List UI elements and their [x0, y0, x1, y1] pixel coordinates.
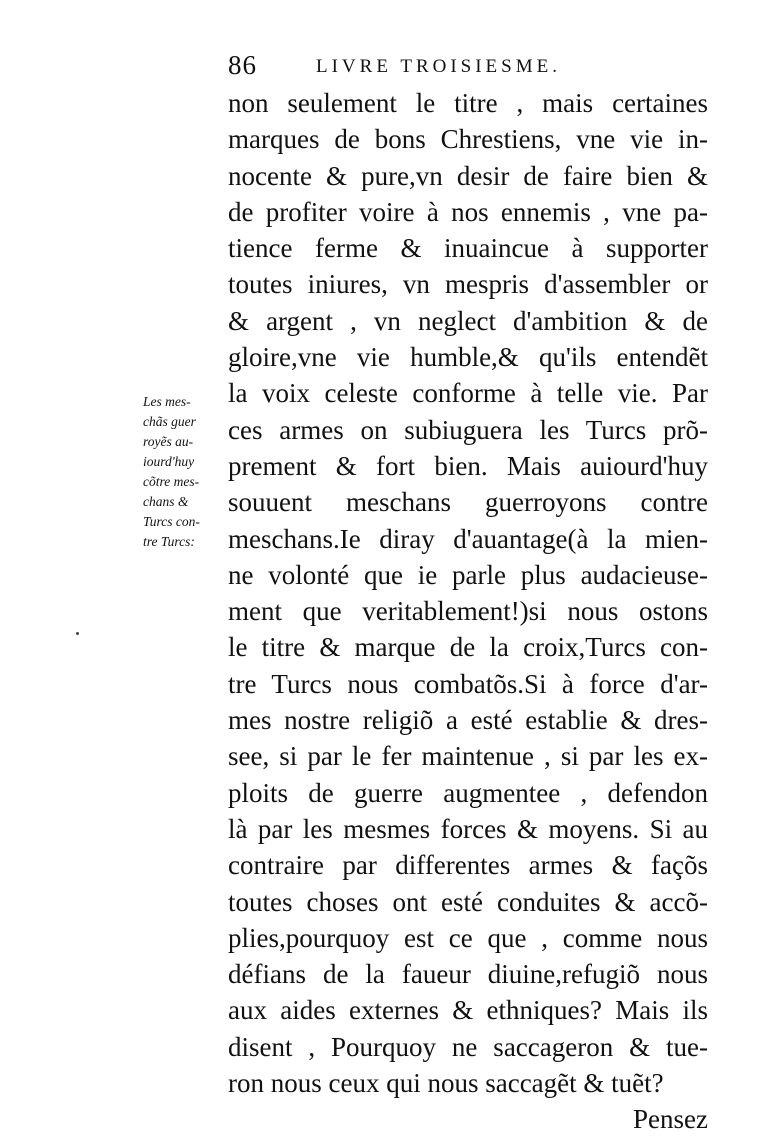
ink-speck — [76, 632, 79, 635]
marginal-note-line: chãs guer — [143, 414, 196, 429]
text-line: meschans.Ie diray d'auantage(à la mien- — [228, 523, 708, 554]
catchword: Pensez — [633, 1104, 708, 1135]
text-line: défians de la faueur diuine,refugiõ nous — [228, 959, 708, 990]
marginal-note-line: Les mes- — [143, 394, 191, 409]
text-line: mes nostre religiõ a esté establie & dres- — [228, 705, 708, 736]
marginal-note — [143, 392, 223, 552]
text-line: là par les mesmes forces & moyens. Si au — [228, 813, 708, 844]
text-line: ron nous ceux qui nous saccagẽt & tuẽt? — [228, 1068, 664, 1099]
text-line: toutes choses ont esté conduites & accõ- — [228, 886, 708, 917]
text-line: de profiter voire à nos ennemis , vne pa- — [228, 196, 708, 227]
text-line: tience ferme & inuaincue à supporter — [228, 233, 708, 264]
text-line: souuent meschans guerroyons contre — [228, 487, 708, 518]
page-header — [228, 50, 728, 86]
text-line: disent , Pourquoy ne saccageron & tue- — [228, 1031, 708, 1062]
text-line: marques de bons Chrestiens, vne vie in- — [228, 124, 708, 155]
marginal-note-line: tre Turcs: — [143, 534, 195, 549]
text-line: plies,pourquoy est ce que , comme nous — [228, 922, 708, 953]
text-line: contraire par differentes armes & façõs — [228, 850, 708, 881]
marginal-note-line: royẽs au- — [143, 434, 194, 449]
marginal-note-line: chans & — [143, 494, 189, 509]
text-line: aux aides externes & ethniques? Mais ils — [228, 995, 708, 1026]
text-line: toutes iniures, vn mespris d'assembler or — [228, 269, 708, 300]
text-line: prement & fort bien. Mais auiourd'huy — [228, 450, 708, 481]
text-line: nocente & pure,vn desir de faire bien & — [228, 160, 708, 191]
text-line: ment que veritablement!)si nous ostons — [228, 596, 708, 627]
marginal-note-line: cõtre mes- — [143, 474, 200, 489]
text-line: gloire,vne vie humble,& qu'ils entendẽt — [228, 342, 708, 373]
text-line: non seulement le titre , mais certaines — [228, 88, 708, 118]
text-line: ces armes on subiuguera les Turcs prõ- — [228, 414, 708, 445]
text-line: la voix celeste conforme à telle vie. Par — [228, 378, 708, 409]
page-number: 86 — [228, 50, 257, 80]
text-line: & argent , vn neglect d'ambition & de — [228, 305, 708, 336]
text-line: tre Turcs nous combatõs.Si à force d'ar- — [228, 668, 708, 699]
text-line: le titre & marque de la croix,Turcs con- — [228, 632, 708, 663]
running-head: LIVRE TROISIESME. — [316, 56, 561, 77]
text-line: ploits de guerre augmentee , defendon — [228, 777, 708, 808]
marginal-note-line: iourd'huy — [143, 454, 195, 469]
text-line: see, si par le fer maintenue , si par les ex- — [228, 741, 708, 772]
text-line: ne volonté que ie parle plus audacieuse- — [228, 559, 708, 590]
body-text — [228, 85, 708, 1138]
marginal-note-line: Turcs con- — [143, 514, 200, 529]
